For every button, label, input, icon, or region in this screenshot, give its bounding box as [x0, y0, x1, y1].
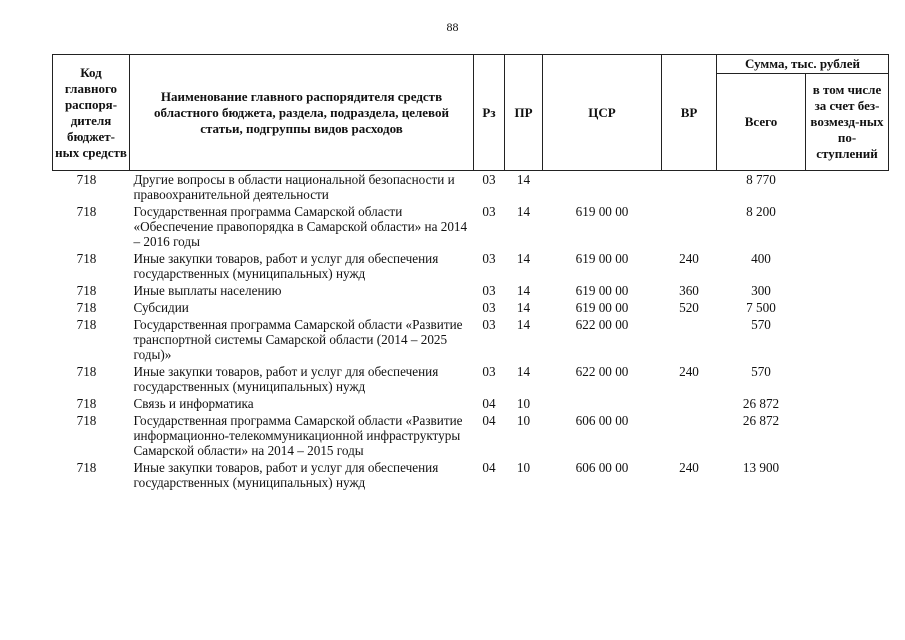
cell-gratuitous: [806, 282, 889, 299]
cell-total: 570: [751, 317, 771, 332]
cell-csr: 619 00 00: [575, 251, 629, 266]
cell-total: 300: [751, 283, 771, 298]
header-gratuitous: в том числе за счет без-возмезд-ных по-ступлений: [806, 74, 889, 171]
header-code: Код главного распоря-дителя бюджет-ных средств: [53, 55, 130, 171]
cell-name: Государственная программа Самарской области «Развитие информационно-телекоммуникационной инфраструктуры Самарской области» на 2014 – 2015 годы: [133, 413, 463, 458]
cell-name: Иные закупки товаров, работ и услуг для обеспечения государственных (муниципальных) нужд: [133, 364, 439, 394]
table-row: [53, 171, 889, 204]
cell-vr: [662, 316, 717, 363]
header-pr: ПР: [505, 55, 543, 171]
cell-csr: 622 00 00: [575, 317, 629, 332]
cell-gratuitous: [806, 203, 889, 250]
cell-rz: 04: [482, 460, 496, 475]
cell-total: 8 770: [746, 172, 776, 187]
cell-total: 7 500: [746, 300, 776, 315]
table-body: [53, 171, 889, 492]
cell-name: Другие вопросы в области национальной безопасности и правоохранительной деятельности: [133, 172, 455, 202]
cell-rz: 03: [482, 251, 496, 266]
cell-csr: 622 00 00: [575, 364, 629, 379]
cell-vr: [662, 395, 717, 412]
cell-gratuitous: [806, 299, 889, 316]
table-row: [53, 299, 889, 316]
cell-name: Иные закупки товаров, работ и услуг для обеспечения государственных (муниципальных) нужд: [133, 251, 439, 281]
cell-code: 718: [76, 364, 97, 379]
table-row: [53, 459, 889, 491]
cell-total: 26 872: [742, 396, 780, 411]
cell-code: 718: [76, 283, 97, 298]
cell-name: Связь и информатика: [133, 396, 254, 411]
cell-pr: 14: [516, 172, 531, 187]
cell-rz: 03: [482, 300, 496, 315]
cell-total: 570: [751, 364, 771, 379]
header-total: Всего: [717, 74, 806, 171]
header-sum: Сумма, тыс. рублей: [717, 55, 889, 74]
cell-pr: 14: [516, 364, 531, 379]
cell-total: 8 200: [746, 204, 776, 219]
cell-vr: 240: [679, 460, 699, 475]
cell-vr: 240: [679, 251, 699, 266]
cell-pr: 10: [516, 460, 531, 475]
cell-name: Субсидии: [133, 300, 189, 315]
cell-rz: 03: [482, 364, 496, 379]
cell-vr: [662, 171, 717, 204]
cell-code: 718: [76, 172, 97, 187]
cell-rz: 04: [482, 396, 496, 411]
cell-pr: 14: [516, 317, 531, 332]
cell-pr: 10: [516, 396, 531, 411]
cell-vr: 240: [679, 364, 699, 379]
cell-gratuitous: [806, 316, 889, 363]
cell-csr: 619 00 00: [575, 283, 629, 298]
header-vr: ВР: [662, 55, 717, 171]
cell-gratuitous: [806, 363, 889, 395]
cell-total: 400: [751, 251, 771, 266]
table-row: [53, 203, 889, 250]
cell-total: 26 872: [742, 413, 780, 428]
cell-gratuitous: [806, 459, 889, 491]
cell-csr: 606 00 00: [575, 413, 629, 428]
table-header: [53, 55, 889, 171]
cell-csr: 606 00 00: [575, 460, 629, 475]
header-name: Наименование главного распорядителя средств областного бюджета, раздела, подраздела, целевой статьи, подгруппы видов расходов: [130, 55, 474, 171]
budget-table: [52, 54, 889, 491]
cell-total: 13 900: [742, 460, 780, 475]
cell-name: Иные закупки товаров, работ и услуг для обеспечения государственных (муниципальных) нужд: [133, 460, 439, 490]
cell-pr: 14: [516, 251, 531, 266]
cell-rz: 03: [482, 283, 496, 298]
cell-vr: 520: [679, 300, 699, 315]
table-row: [53, 316, 889, 363]
cell-code: 718: [76, 300, 97, 315]
cell-csr: 619 00 00: [575, 204, 629, 219]
cell-rz: 04: [482, 413, 496, 428]
header-rz: Рз: [474, 55, 505, 171]
table-row: [53, 282, 889, 299]
header-csr: ЦСР: [543, 55, 662, 171]
cell-pr: 14: [516, 204, 531, 219]
cell-vr: [662, 412, 717, 459]
table-row: [53, 395, 889, 412]
table-row: [53, 363, 889, 395]
cell-rz: 03: [482, 204, 496, 219]
cell-code: 718: [76, 460, 97, 475]
cell-code: 718: [76, 204, 97, 219]
cell-gratuitous: [806, 250, 889, 282]
cell-gratuitous: [806, 412, 889, 459]
cell-code: 718: [76, 396, 97, 411]
cell-csr: 619 00 00: [575, 300, 629, 315]
cell-vr: [662, 203, 717, 250]
cell-gratuitous: [806, 395, 889, 412]
cell-rz: 03: [482, 317, 496, 332]
cell-vr: 360: [679, 283, 699, 298]
cell-name: Государственная программа Самарской области «Обеспечение правопорядка в Самарской области» на 2014 – 2016 годы: [133, 204, 468, 249]
cell-csr: [543, 395, 662, 412]
cell-code: 718: [76, 317, 97, 332]
page-number: 88: [446, 20, 459, 34]
cell-name: Иные выплаты населению: [133, 283, 282, 298]
cell-pr: 14: [516, 300, 531, 315]
table-row: [53, 412, 889, 459]
cell-name: Государственная программа Самарской области «Развитие транспортной системы Самарской области (2014 – 2025 годы)»: [133, 317, 463, 362]
cell-code: 718: [76, 413, 97, 428]
cell-rz: 03: [482, 172, 496, 187]
cell-code: 718: [76, 251, 97, 266]
table-row: [53, 250, 889, 282]
cell-pr: 14: [516, 283, 531, 298]
cell-csr: [543, 171, 662, 204]
cell-pr: 10: [516, 413, 531, 428]
cell-gratuitous: [806, 171, 889, 204]
